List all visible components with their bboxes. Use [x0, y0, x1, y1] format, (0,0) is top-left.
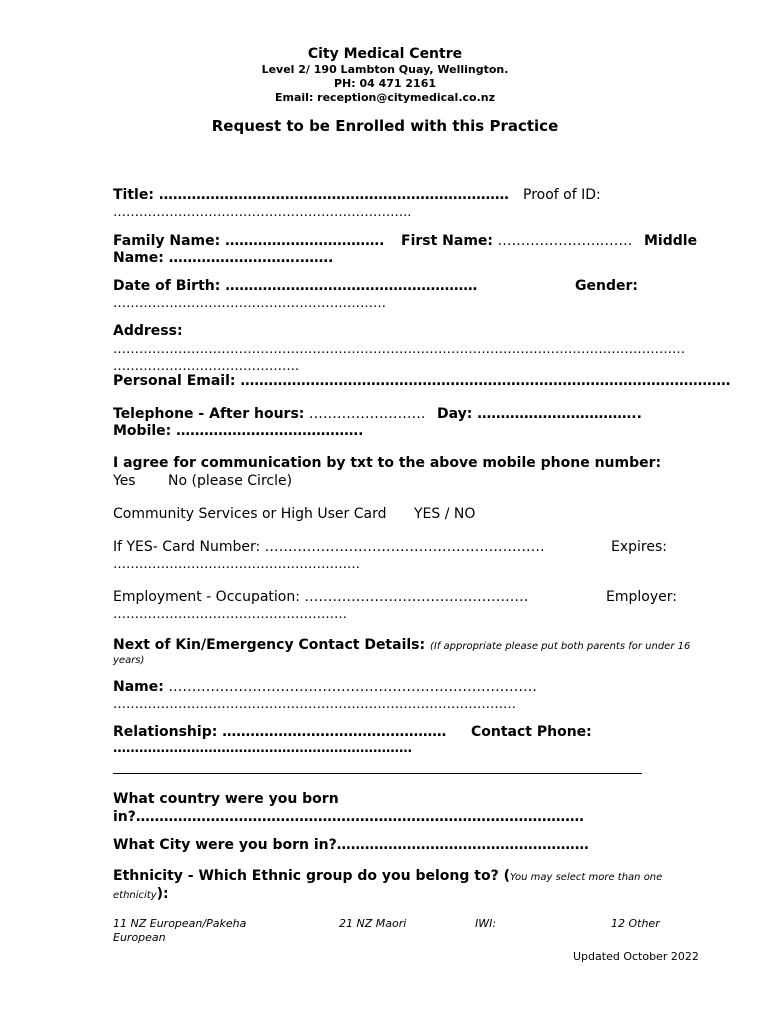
next-of-kin-note: (If appropriate please put both parents for under 16	[429, 641, 691, 652]
practice-address: Level 2/ 190 Lambton Quay, Wellington.	[261, 63, 509, 76]
ethnicity-question-cont	[113, 886, 169, 902]
personal-email-field[interactable]	[113, 373, 730, 389]
address-label: Address:	[113, 323, 183, 339]
relationship-field[interactable]	[113, 724, 446, 740]
phone-day-label: Day:	[437, 406, 473, 422]
dob-dots: ………………………………………………	[225, 278, 478, 294]
phone-after-hours-label: Telephone - After hours:	[113, 406, 305, 422]
birth-country-question: What country were you born	[113, 791, 339, 807]
occupation-field[interactable]	[113, 589, 528, 605]
family-name-field[interactable]	[113, 233, 384, 249]
section-divider	[113, 773, 642, 774]
birth-country-field[interactable]	[113, 809, 584, 825]
card-number-label: If YES- Card Number:	[113, 539, 261, 555]
dob-label: Date of Birth:	[113, 278, 221, 294]
middle-name-dots: ……………………….…….	[168, 250, 334, 266]
updated-date: Updated October 2022	[573, 950, 699, 963]
card-number-field[interactable]	[113, 539, 545, 555]
mobile-label: Mobile:	[113, 423, 172, 439]
contact-phone-field[interactable]: ……………………………………………………………	[113, 741, 412, 756]
practice-email: Email: reception@citymedical.co.nz	[275, 91, 495, 104]
middle-name-field[interactable]	[113, 250, 333, 266]
form-title: Request to be Enrolled with this Practice	[211, 117, 559, 135]
kin-name-field[interactable]	[113, 679, 537, 695]
next-of-kin-heading	[113, 637, 690, 653]
address-field-line2[interactable]: …………………………………….	[113, 359, 300, 374]
birth-city-field[interactable]	[113, 837, 589, 853]
ethnicity-question-text: Ethnicity - Which Ethnic group do you belong to? (	[113, 868, 510, 884]
ethnicity-question	[113, 868, 662, 884]
ethnicity-note-cont: ethnicity	[113, 890, 157, 901]
community-card-label: Community Services or High User Card	[113, 506, 387, 522]
ethnicity-option-nz-maori[interactable]: 21 NZ Maori	[339, 917, 407, 930]
kin-name-dots: …………………………………………………………………….	[168, 679, 537, 695]
proof-of-id-label: Proof of ID:	[523, 187, 601, 203]
phone-day-dots: ……………………………..	[477, 406, 642, 422]
phone-after-hours-dots: …………………….	[308, 406, 426, 422]
address-field-line1[interactable]: ……………………………………………………………………………………………………………………	[113, 342, 685, 357]
phone-after-hours-field[interactable]	[113, 406, 425, 422]
family-name-label: Family Name:	[113, 233, 221, 249]
ethnicity-close: ):	[156, 886, 169, 902]
occupation-dots: …………………………………………	[304, 589, 529, 605]
practice-name: City Medical Centre	[307, 46, 463, 62]
kin-name-field-line2[interactable]: …………………………………………………………………………………	[113, 697, 516, 712]
contact-phone-label: Contact Phone:	[471, 724, 592, 740]
ethnicity-option-other[interactable]: 12 Other	[611, 917, 660, 930]
kin-name-label: Name:	[113, 679, 164, 695]
personal-email-label: Personal Email:	[113, 373, 236, 389]
phone-day-field[interactable]	[437, 406, 642, 422]
practice-phone: PH: 04 471 2161	[333, 77, 437, 90]
first-name-dots: …………………..……	[497, 233, 633, 249]
gender-field[interactable]: ………………………………………………………	[113, 296, 386, 311]
personal-email-dots: ……………………………………………………………………………………………	[240, 373, 731, 389]
employer-label: Employer:	[606, 589, 677, 605]
birth-city-dots: ………………………………………………	[336, 837, 589, 853]
community-card-options[interactable]: YES / NO	[414, 506, 476, 522]
mobile-field[interactable]	[113, 423, 363, 439]
expires-field[interactable]: …………………………………………………	[113, 557, 360, 572]
birth-country-dots: ……………………………………………………………………………………	[135, 809, 584, 825]
ethnicity-option-nz-european-cont: European	[113, 931, 166, 944]
mobile-dots: ………………………………….	[176, 423, 364, 439]
txt-consent-yes[interactable]: Yes	[113, 473, 136, 489]
ethnicity-note: You may select more than one	[509, 872, 663, 883]
relationship-dots: …………………………………………	[222, 724, 447, 740]
birth-country-question-cont: in?	[113, 809, 136, 825]
expires-label: Expires:	[611, 539, 667, 555]
next-of-kin-note-cont: years)	[113, 655, 145, 666]
ethnicity-option-nz-european[interactable]: 11 NZ European/Pakeha	[113, 917, 247, 930]
dob-field[interactable]	[113, 278, 477, 294]
relationship-label: Relationship:	[113, 724, 218, 740]
first-name-label: First Name:	[401, 233, 494, 249]
next-of-kin-heading-text: Next of Kin/Emergency Contact Details:	[113, 637, 426, 653]
middle-name-label-cont: Name:	[113, 250, 164, 266]
txt-consent-no[interactable]: No (please Circle)	[168, 473, 293, 489]
first-name-field[interactable]	[401, 233, 632, 249]
proof-of-id-field[interactable]: ……………………………………………………….…..	[113, 205, 412, 220]
occupation-label: Employment - Occupation:	[113, 589, 300, 605]
txt-consent-text: I agree for communication by txt to the above mobile phone number:	[113, 455, 662, 471]
family-name-dots: …………………………….	[225, 233, 385, 249]
employer-field[interactable]: ………………………………………………	[113, 607, 347, 622]
title-field[interactable]	[113, 187, 509, 203]
card-number-dots: ……………………………………………………	[264, 539, 545, 555]
middle-name-label: Middle	[644, 233, 698, 249]
ethnicity-option-iwi[interactable]: IWI:	[475, 917, 497, 930]
gender-label: Gender:	[575, 278, 638, 294]
birth-city-question: What City were you born in?	[113, 837, 337, 853]
title-label: Title:	[113, 187, 154, 203]
title-dots: …………………………………………………………………	[158, 187, 509, 203]
